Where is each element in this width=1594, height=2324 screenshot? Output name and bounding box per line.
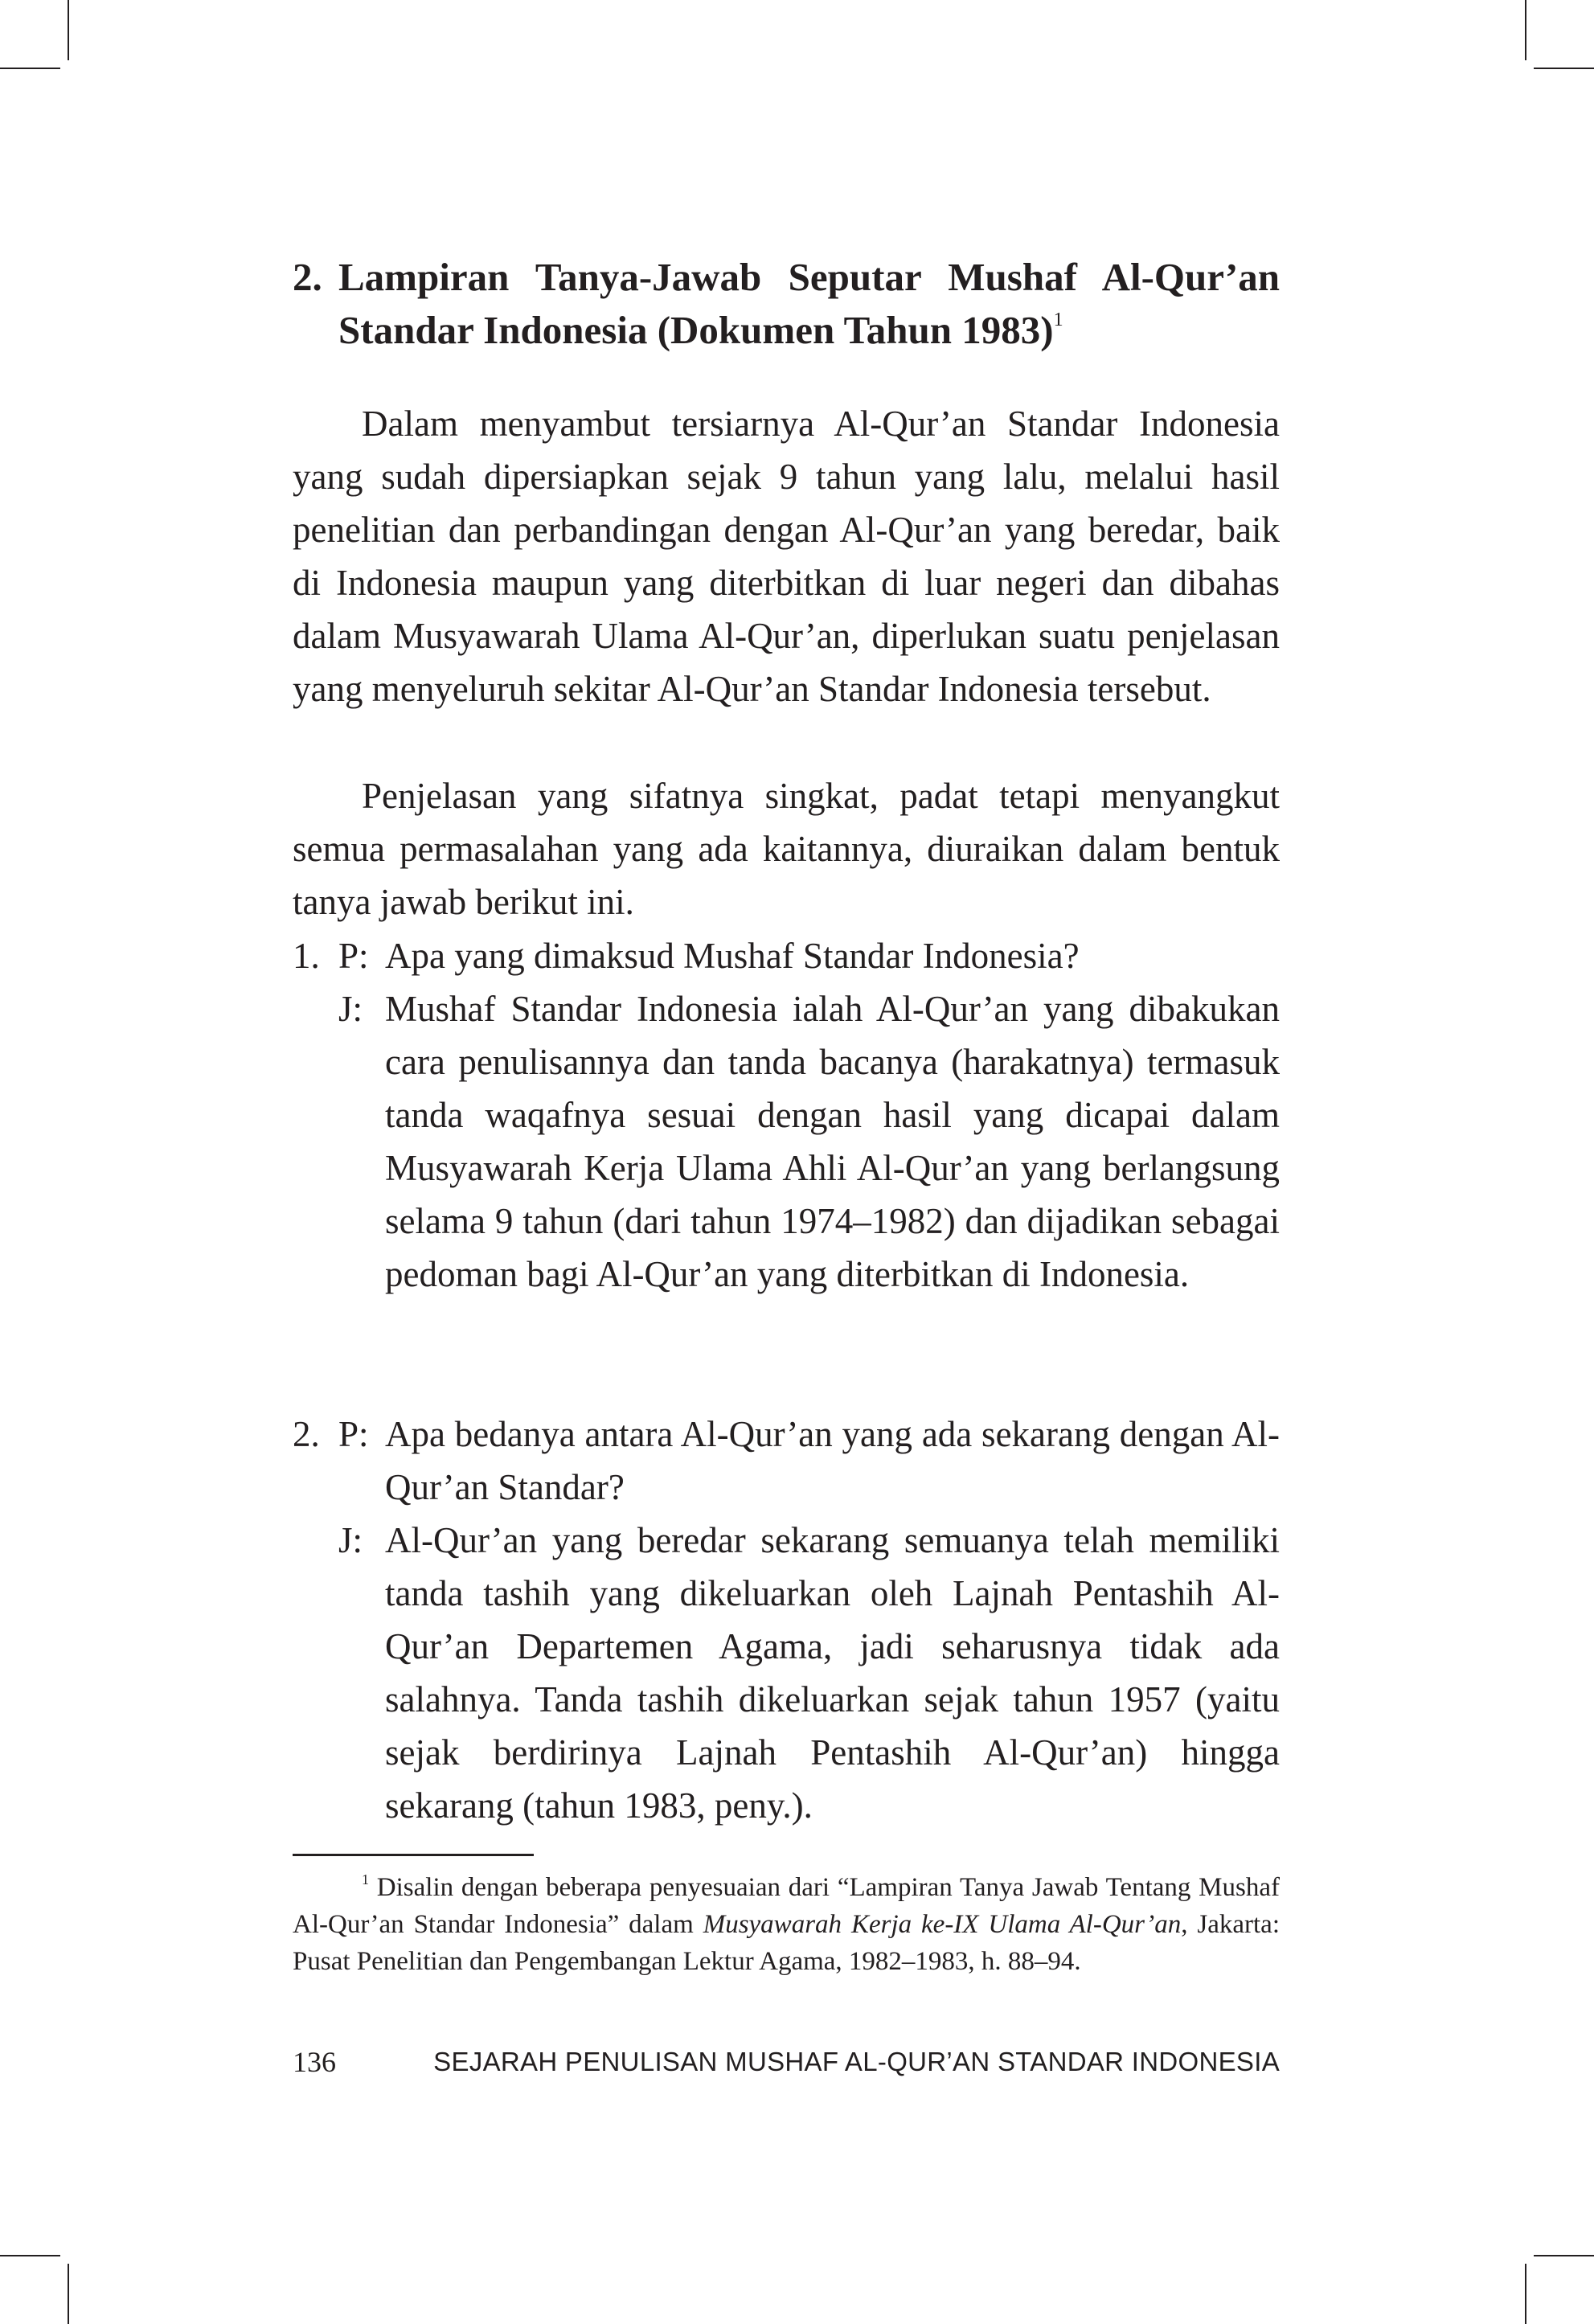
question-text: Apa bedanya antara Al-Qur’an yang ada sekarang dengan Al-Qur’an Standar? [385,1414,1280,1507]
crop-mark [0,68,60,69]
qa-number: 2. [293,1414,320,1454]
qa-item [293,1408,1280,1832]
question-label: P: [338,1414,369,1454]
crop-mark [1534,2255,1594,2256]
crop-mark [0,2255,60,2256]
answer-text: Al-Qur’an yang beredar sekarang semuanya telah memiliki tanda tashih yang dikeluarkan oleh Lajnah Pentashih Al-Qur’an Departemen Agama, jadi seharusnya tidak ada salahnya. Tanda tashih dikeluarkan sejak tahun 1957 (yaitu sejak berdirinya Lajnah Pentashih Al-Qur’an) hingga sekarang (tahun 1983, peny.). [385,1520,1280,1826]
footnote-source-title: Musyawarah Kerja ke-IX Ulama Al-Qur’an [703,1910,1182,1939]
paragraph-intro: Dalam menyambut tersiarnya Al-Qur’an Standar Indonesia yang sudah dipersiapkan sejak 9 tahun yang lalu, melalui hasil penelitian dan perbandingan dengan Al-Qur’an yang beredar, baik di Indonesia maupun yang diterbitkan di luar negeri dan dibahas dalam Musyawarah Ulama Al-Qur’an, diperlukan suatu penjelasan yang menyeluruh sekitar Al-Qur’an Standar Indonesia tersebut. [293,404,1280,709]
answer-label: J: [338,1520,363,1560]
footnote-text: Disalin dengan beberapa penyesuaian dari “Lampiran Tanya Jawab Tentang Mushaf Al-Qur’an Standar Indonesia” dalam [293,1873,1280,1939]
running-title: SEJARAH PENULISAN MUSHAF AL-QUR’AN STANDAR INDONESIA [433,2047,1280,2076]
question-label: P: [338,936,369,976]
crop-mark [68,2264,69,2324]
page-number: 136 [293,2046,336,2078]
qa-number: 1. [293,936,320,976]
footnote-marker: 1 [362,1871,369,1887]
answer-text: Mushaf Standar Indonesia ialah Al-Qur’an yang dibakukan cara penulisannya dan tanda bacanya (harakatnya) termasuk tanda waqafnya sesuai dengan hasil yang dicapai dalam Musyawarah Kerja Ulama Ahli Al-Qur’an yang berlangsung selama 9 tahun (dari tahun 1974–1982) dan dijadikan sebagai pedoman bagi Al-Qur’an yang diterbitkan di Indonesia. [385,989,1280,1294]
crop-mark [1525,0,1526,60]
section-title: Lampiran Tanya-Jawab Seputar Mushaf Al-Qur’an Standar Indonesia (Dokumen Tahun 1983) [338,255,1280,352]
footnote-text-end: , Jakarta: Pusat Penelitian dan Pengembangan Lektur Agama, 1982–1983, h. 88–94. [293,1910,1280,1976]
question-text: Apa yang dimaksud Mushaf Standar Indonesia? [385,936,1080,976]
paragraph-explanation: Penjelasan yang sifatnya singkat, padat tetapi menyangkut semua permasalahan yang ada kaitannya, diuraikan dalam bentuk tanya jawab berikut ini. [293,776,1280,922]
crop-mark [1525,2264,1526,2324]
footnote-ref[interactable]: 1 [1053,309,1063,330]
footnote-separator [293,1854,534,1856]
crop-mark [1534,68,1594,69]
answer-label: J: [338,989,363,1029]
footnote [293,1869,1280,1980]
qa-item [293,929,1280,1301]
section-heading [293,251,1280,357]
section-number: 2. [293,255,322,299]
crop-mark [68,0,69,60]
page-footer [293,2042,1280,2082]
